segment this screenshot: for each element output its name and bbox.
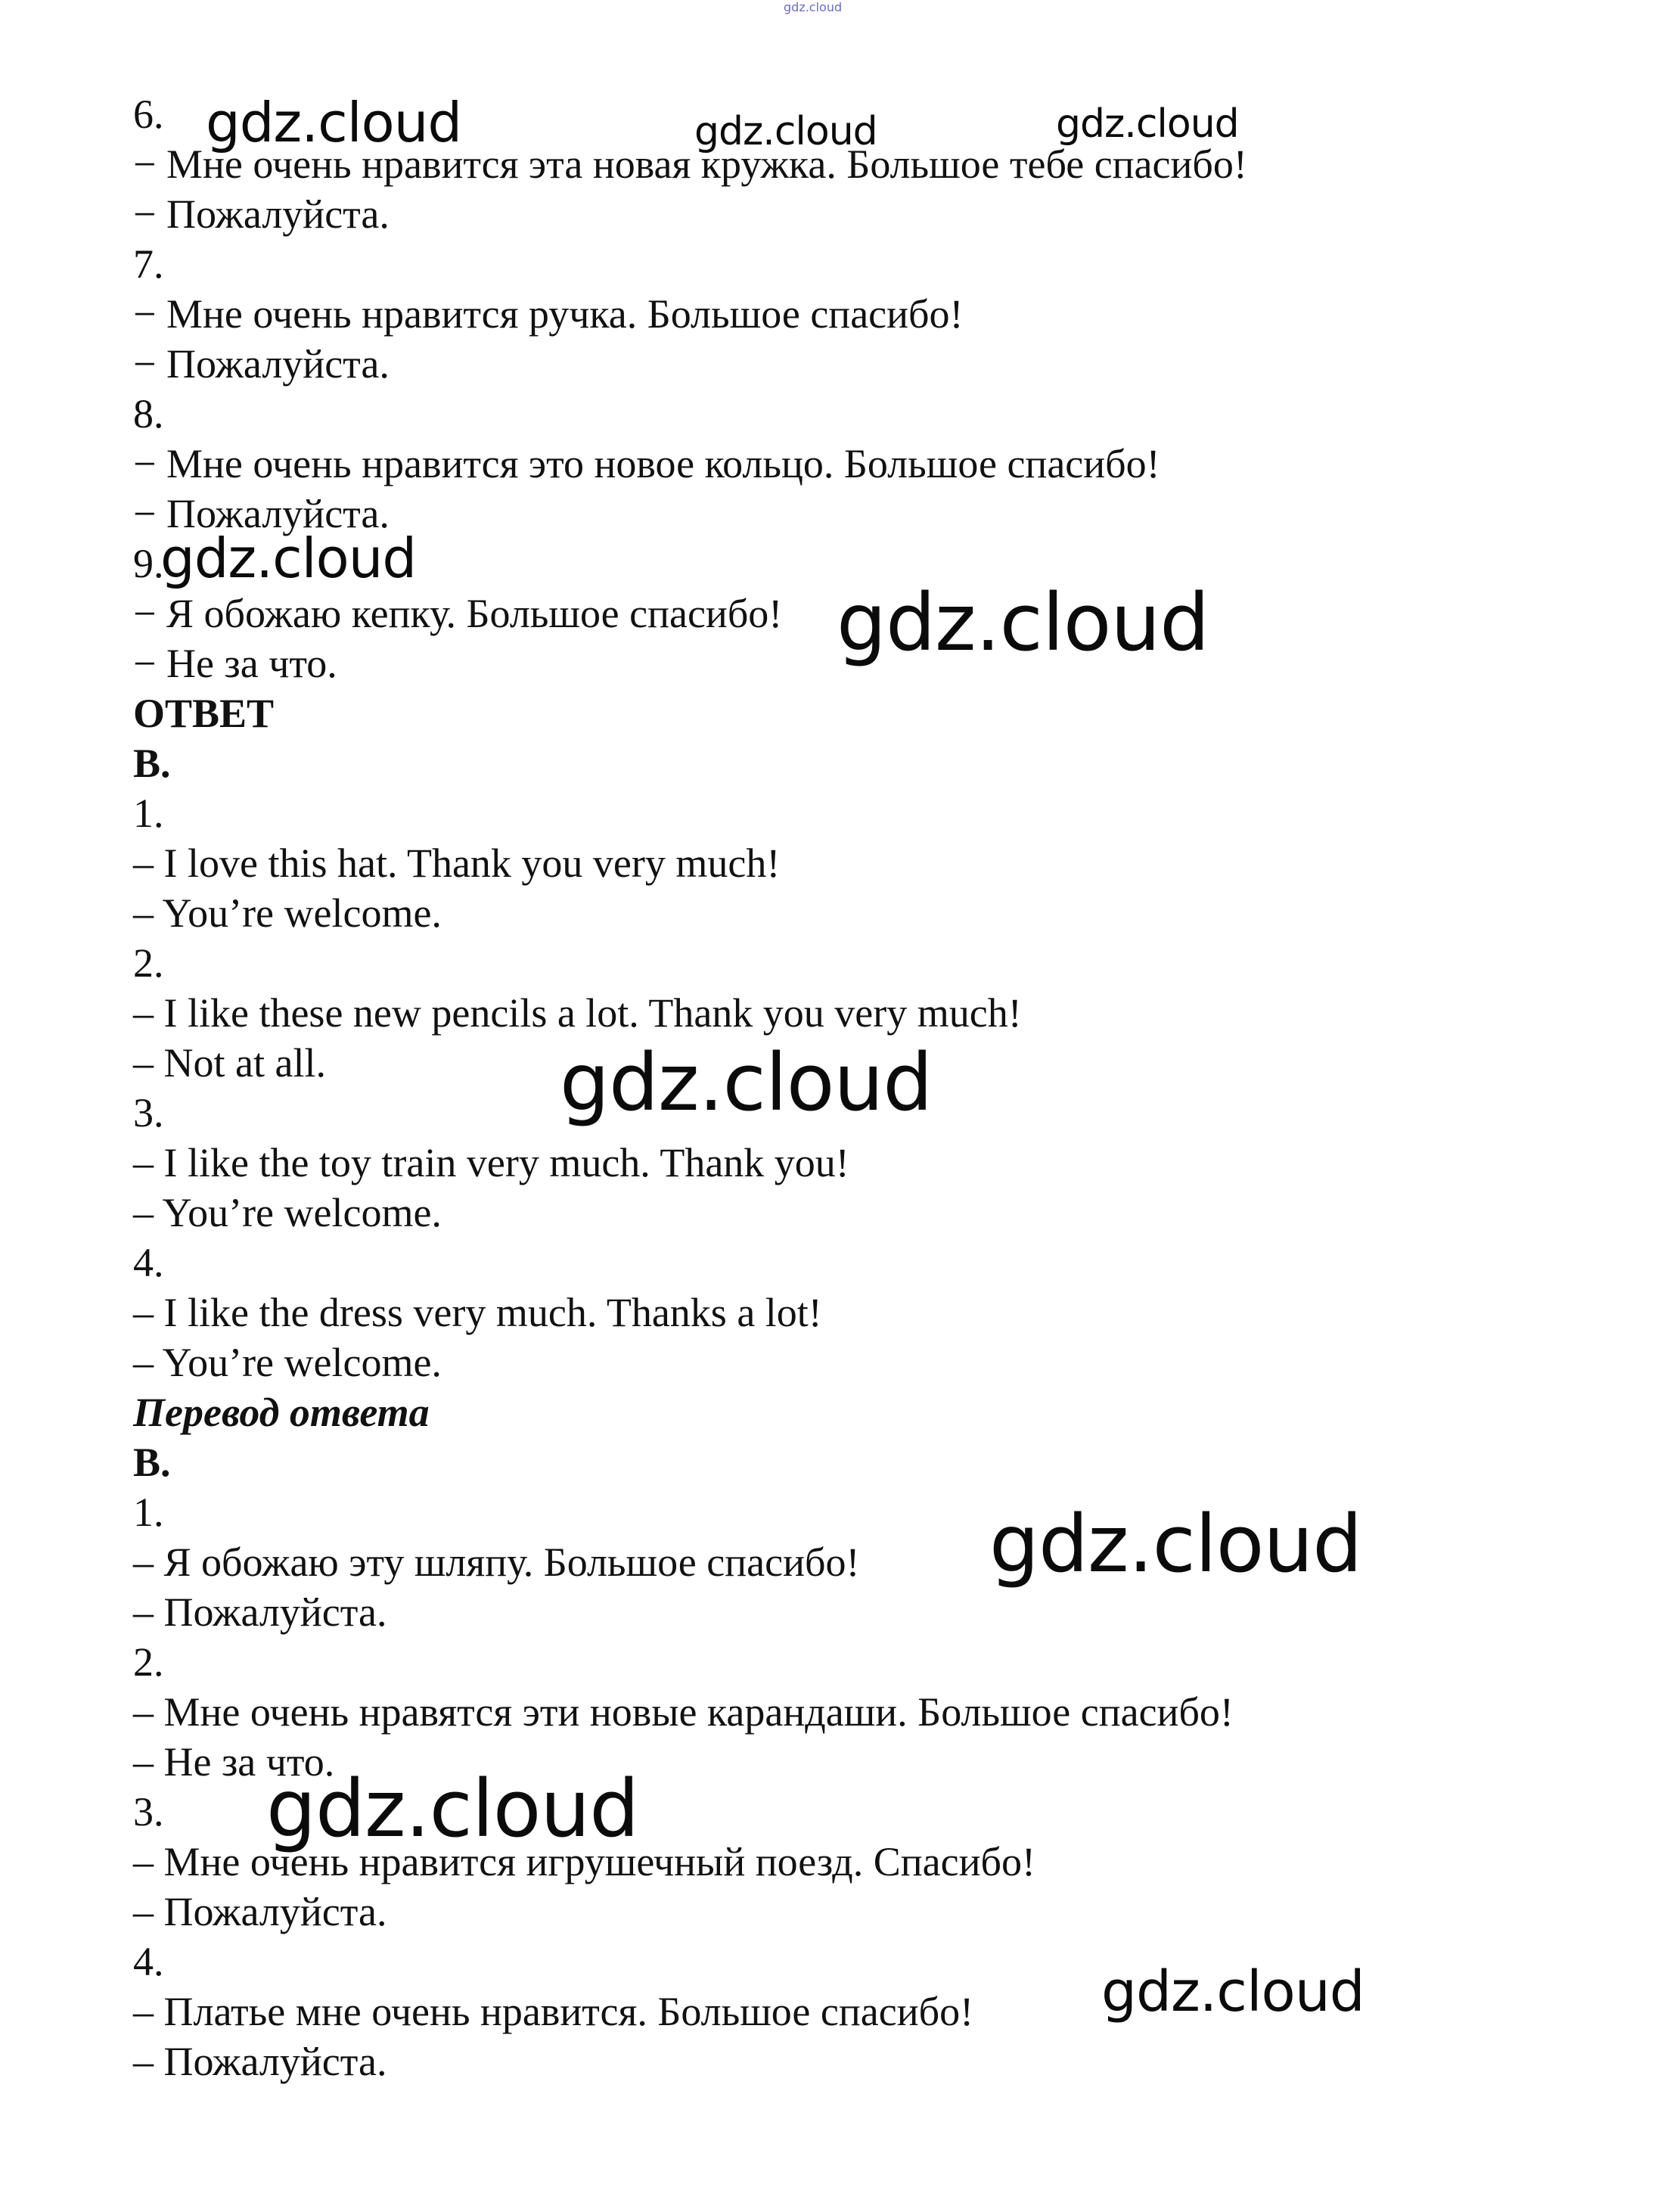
item-number-4: 4. xyxy=(133,1939,164,1984)
watermark: gdz.cloud xyxy=(206,91,462,154)
item-number-2: 2. xyxy=(133,1639,164,1685)
dialogue-line: – I like the toy train very much. Thank you! xyxy=(133,1140,849,1185)
dialogue-line: – You’re welcome. xyxy=(133,890,442,936)
dialogue-line: − Пожалуйста. xyxy=(133,341,390,387)
dialogue-line: − Я обожаю кепку. Большое спасибо! xyxy=(133,591,783,636)
watermark: gdz.cloud xyxy=(160,527,417,590)
dialogue-line: – Пожалуйста. xyxy=(133,1589,387,1635)
watermark: gdz.cloud xyxy=(1056,101,1239,147)
dialogue-line: − Пожалуйста. xyxy=(133,191,390,237)
item-number-6: 6. xyxy=(133,92,164,137)
dialogue-line: – Мне очень нравятся эти новые карандаши. Большое спасибо! xyxy=(133,1689,1234,1735)
dialogue-line: – I like these new pencils a lot. Thank you very much! xyxy=(133,990,1022,1036)
dialogue-line: – You’re welcome. xyxy=(133,1340,442,1385)
item-number-8: 8. xyxy=(133,391,164,436)
dialogue-line: − Мне очень нравится это новое кольцо. Большое спасибо! xyxy=(133,441,1160,486)
watermark: gdz.cloud xyxy=(694,109,877,154)
section-label-b: B. xyxy=(133,1440,171,1485)
item-number-2: 2. xyxy=(133,940,164,986)
item-number-3: 3. xyxy=(133,1090,164,1136)
item-number-1: 1. xyxy=(133,791,164,836)
dialogue-line: – Пожалуйста. xyxy=(133,1889,387,1934)
dialogue-line: – Я обожаю эту шляпу. Большое спасибо! xyxy=(133,1539,860,1585)
watermark: gdz.cloud xyxy=(837,576,1209,669)
answer-heading: ОТВЕТ xyxy=(133,691,275,736)
translation-heading: Перевод ответа xyxy=(133,1390,430,1435)
dialogue-line: – Платье мне очень нравится. Большое спасибо! xyxy=(133,1989,974,2034)
section-label-b: B. xyxy=(133,741,171,786)
dialogue-line: − Мне очень нравится эта новая кружка. Большое тебе спасибо! xyxy=(133,141,1247,187)
dialogue-line: – Мне очень нравится игрушечный поезд. Спасибо! xyxy=(133,1839,1035,1884)
item-number-7: 7. xyxy=(133,241,164,287)
dialogue-line: – I love this hat. Thank you very much! xyxy=(133,840,781,886)
dialogue-line: – Не за что. xyxy=(133,1739,335,1785)
dialogue-line: – I like the dress very much. Thanks a lot! xyxy=(133,1290,822,1335)
watermark: gdz.cloud xyxy=(1101,1959,1365,2024)
dialogue-line: − Мне очень нравится ручка. Большое спасибо! xyxy=(133,291,964,337)
dialogue-line: – You’re welcome. xyxy=(133,1190,442,1235)
top-watermark: gdz.cloud xyxy=(784,0,843,14)
item-number-9: 9. xyxy=(133,541,164,586)
dialogue-line: – Пожалуйста. xyxy=(133,2039,387,2084)
item-number-3: 3. xyxy=(133,1789,164,1835)
watermark: gdz.cloud xyxy=(266,1763,639,1855)
dialogue-line: − Пожалуйста. xyxy=(133,491,390,536)
dialogue-line: – Not at all. xyxy=(133,1040,326,1086)
watermark: gdz.cloud xyxy=(560,1036,933,1129)
dialogue-line: − Не за что. xyxy=(133,641,337,686)
watermark: gdz.cloud xyxy=(989,1498,1362,1590)
item-number-4: 4. xyxy=(133,1240,164,1285)
item-number-1: 1. xyxy=(133,1490,164,1535)
